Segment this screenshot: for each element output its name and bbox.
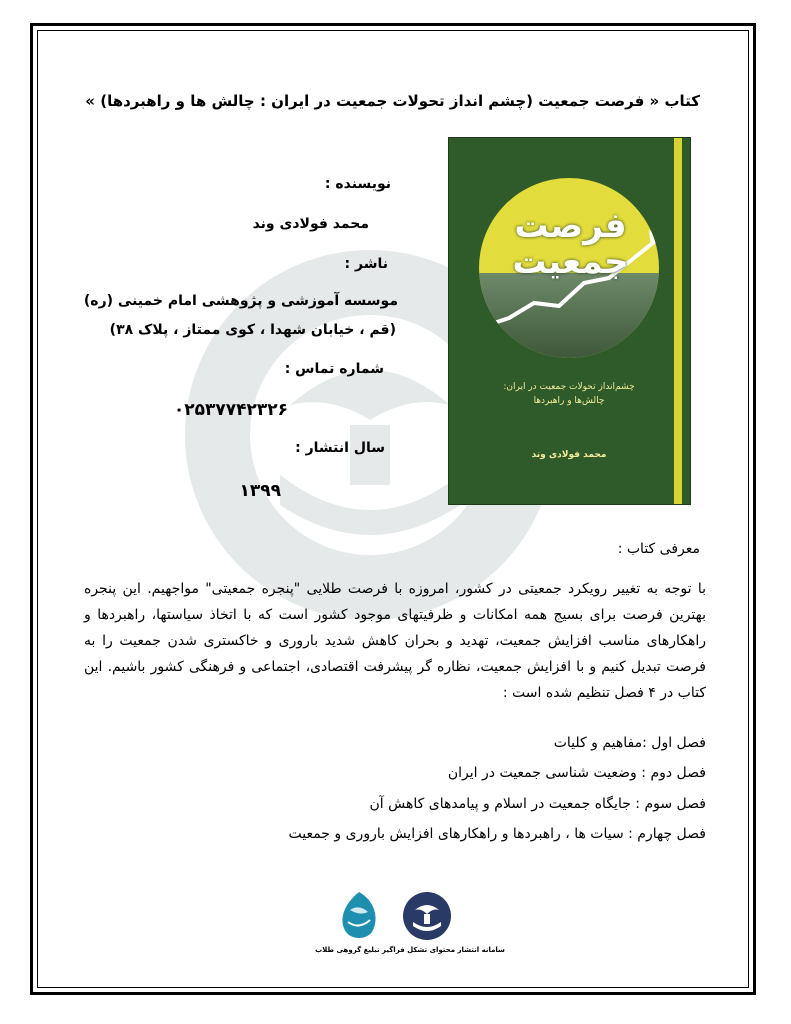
cover-title [449, 208, 691, 280]
chapter-3: فصل سوم : جایگاه جمعیت در اسلام و پیامدهای کاهش آن [369, 796, 706, 812]
publisher-value-line2: (قم ، خیابان شهدا ، کوی ممتاز ، پلاک ۳۸) [109, 322, 396, 338]
cover-author: محمد فولادی وند [531, 450, 607, 460]
author-label: نویسنده : [324, 176, 391, 192]
cover-subtitle: چشم‌انداز تحولات جمعیت در ایران: چالش‌ها و راهبردها [503, 382, 635, 406]
page-title: کتاب « فرصت جمعیت (چشم انداز تحولات جمعیت در ایران : چالش ها و راهبردها) » [85, 92, 700, 110]
chapter-1: فصل اول :مفاهیم و کلیات [553, 735, 706, 751]
publisher-label: ناشر : [344, 256, 388, 272]
author-value: محمد فولادی وند [252, 216, 369, 232]
year-label: سال انتشار : [295, 440, 385, 456]
cover-title-line1: فرصت [514, 206, 627, 246]
phone-value: ۰۲۵۳۷۷۴۲۳۲۶ [173, 400, 288, 420]
book-cover [448, 137, 691, 505]
phone-label: شماره تماس : [284, 361, 384, 377]
organization-logo-icon [403, 892, 451, 940]
intro-paragraph: با توجه به تغییر رویکرد جمعیتی در کشور، امروزه با فرصت طلایی "پنجره جمعیتی" مواجهیم. این پنجره بهترین فرصت برای بسیج همه امکانات و ظرفیتهای موجود کشور است که با اتخاذ سیاستها، راهبردها و راهکارهای مناسب افزایش جمعیت، تهدید و بحران کاهش شدید باروری و خاکستری شدن جمعیت را به فرصت تبدیل کنیم و با افزایش جمعیت، نظاره گر پیشرفت اقتصادی، اجتماعی و فرهنگی کشور باشیم. این کتاب در ۴ فصل تنظیم شده است : [84, 581, 706, 701]
cover-title-line2: جمعیت [512, 242, 629, 282]
intro-heading: معرفی کتاب : [617, 541, 700, 557]
year-value: ۱۳۹۹ [239, 481, 281, 501]
cover-stripe [674, 138, 682, 504]
publisher-value-line1: موسسه آموزشی و پژوهشی امام خمینی (ره) [83, 293, 398, 309]
chapter-4: فصل چهارم : سیات ها ، راهبردها و راهکارهای افزایش باروری و جمعیت [288, 826, 706, 842]
tabligh-logo-icon [336, 890, 382, 940]
chapter-2: فصل دوم : وضعیت شناسی جمعیت در ایران [447, 765, 706, 781]
footer-caption: سامانه انتشار محتوای تشکل فراگیر تبلیغ گروهی طلاب [315, 946, 505, 954]
